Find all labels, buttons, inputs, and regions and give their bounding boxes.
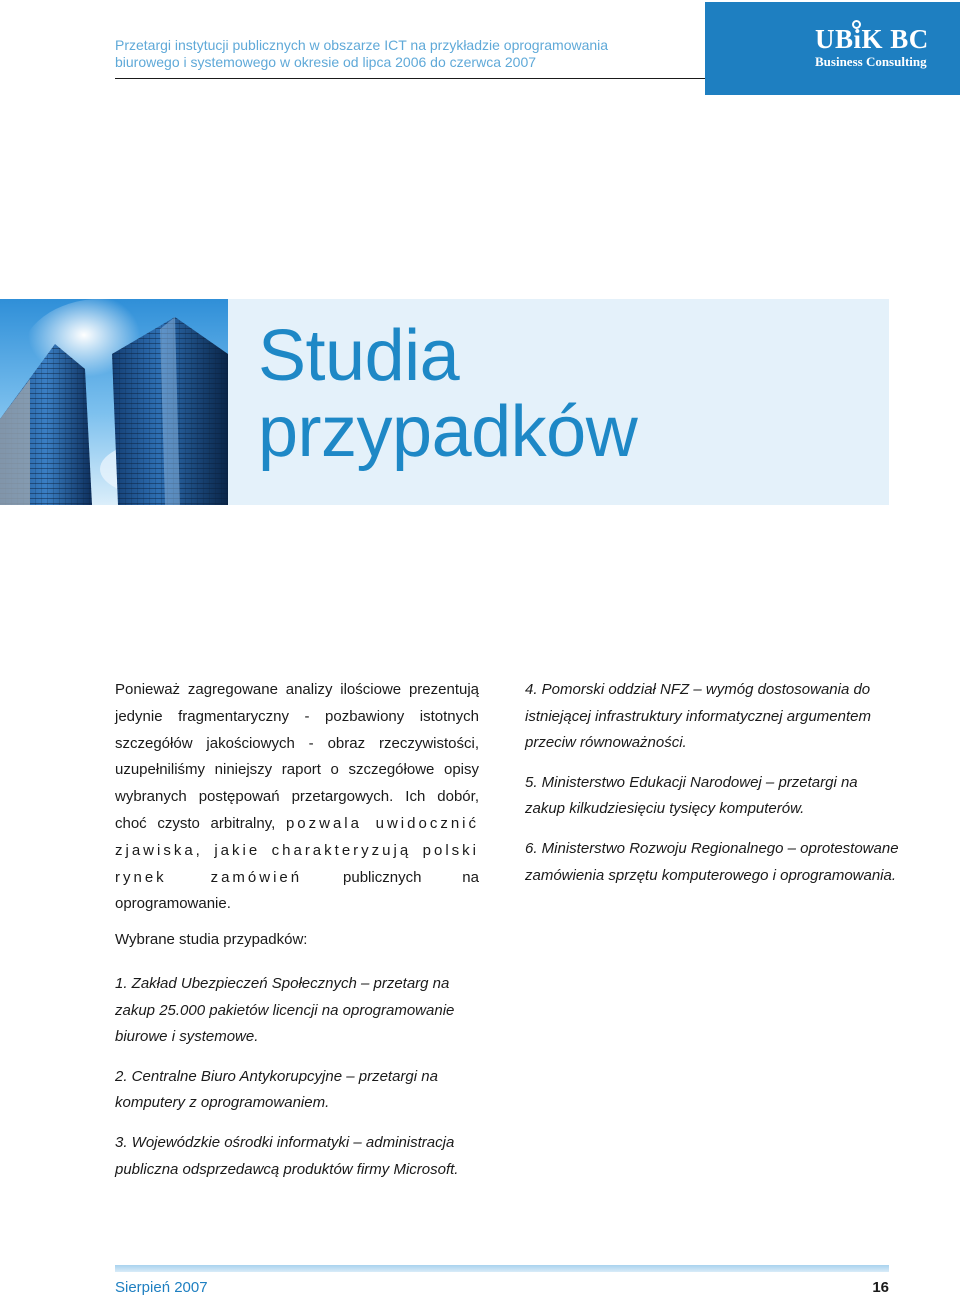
- page-title-line-2: przypadków: [258, 392, 638, 472]
- running-header-line-1: Przetargi instytucji publicznych w obszarze ICT na przykładzie oprogramowania: [115, 37, 609, 53]
- header-divider: [115, 78, 705, 79]
- case-item: 2. Centralne Biuro Antykorupcyjne – przetargi na komputery z oprogramowaniem.: [115, 1067, 438, 1112]
- case-item: 6. Ministerstwo Rozwoju Regionalnego – oprotestowane zamówienia sprzętu komputerowego i oprogramowania.: [525, 839, 899, 884]
- skyscraper-photo: [0, 299, 228, 505]
- case-item: 4. Pomorski oddział NFZ – wymóg dostosowania do istniejącej infrastruktury informatycznej argumentem przeciw równoważności.: [525, 681, 871, 752]
- cases-heading: Wybrane studia przypadków:: [115, 931, 308, 948]
- logo-name: UBiK BC: [815, 24, 929, 54]
- logo-ring-icon: [852, 20, 861, 29]
- page-title: [258, 318, 637, 470]
- company-logo: [705, 2, 960, 95]
- case-item: 1. Zakład Ubezpieczeń Społecznych – przetarg na zakup 25.000 pakietów licencji na oprogramowanie biurowe i systemowe.: [115, 975, 455, 1046]
- running-header-line-2: biurowego i systemowego w okresie od lipca 2006 do czerwca 2007: [115, 54, 537, 70]
- case-item: 5. Ministerstwo Edukacji Narodowej – przetargi na zakup kilkudziesięciu tysięcy komputerów.: [525, 773, 858, 818]
- intro-part-2: pozwala uwidocznić zjawiska, jakie charakteryzują polski rynek zamówień: [115, 814, 479, 886]
- intro-part-1: Ponieważ zagregowane analizy ilościowe prezentują jedynie fragmentaryczny - pozbawiony istotnych szczegółów jakościowych - obraz rzeczywistości, uzupełniliśmy niniejszy raport o szczegółowe opisy wybranych postępowań przetargowych. Ich dobór, choć czysto arbitralny,: [115, 681, 479, 832]
- case-item: 3. Wojewódzkie ośrodki informatyki – administracja publiczna odsprzedawcą produktów firmy Microsoft.: [115, 1133, 459, 1178]
- footer-date: Sierpień 2007: [115, 1279, 208, 1296]
- page-title-line-1: Studia: [258, 316, 460, 396]
- page-number: 16: [872, 1279, 889, 1296]
- logo-tagline: Business Consulting: [815, 54, 927, 69]
- case-list-left: [115, 971, 485, 1196]
- footer-bar: [115, 1265, 889, 1272]
- case-list-right: [525, 677, 900, 902]
- intro-part-3: publicznych na oprogramowanie.: [115, 868, 479, 913]
- running-header: [115, 37, 675, 71]
- intro-paragraph: [115, 677, 479, 918]
